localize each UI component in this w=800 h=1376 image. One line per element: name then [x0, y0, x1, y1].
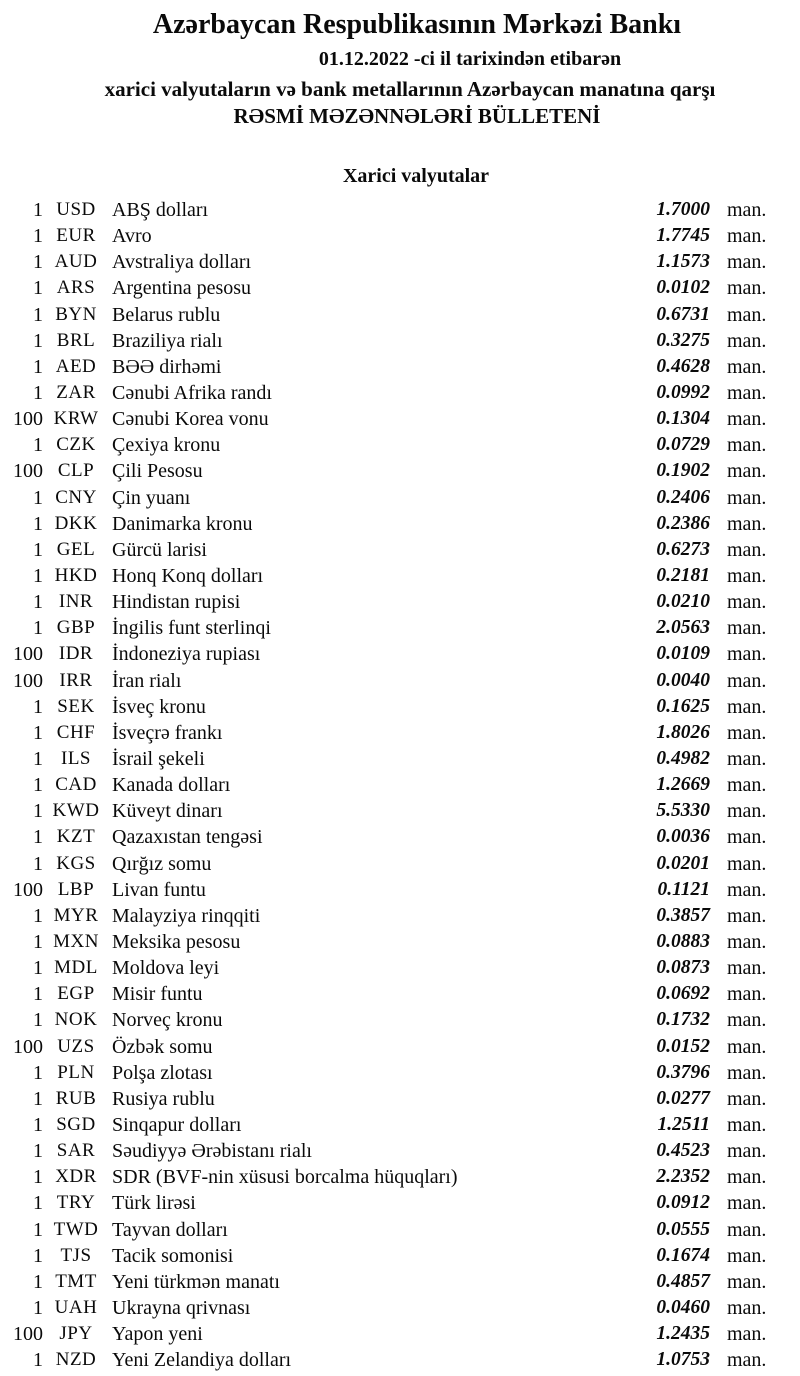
- currency-name-cell: Avstraliya dolları: [112, 251, 252, 274]
- unit-cell: man.: [727, 408, 767, 431]
- quantity-cell: 1: [33, 1061, 43, 1084]
- currency-row: [0, 197, 800, 223]
- currency-row: [0, 720, 800, 746]
- unit-cell: man.: [727, 1218, 767, 1241]
- unit-cell: man.: [727, 591, 767, 614]
- currency-name-cell: Polşa zlotası: [112, 1061, 213, 1084]
- currency-code-cell: CNY: [55, 486, 97, 508]
- currency-row: [0, 668, 800, 694]
- rate-cell: 0.0036: [656, 826, 710, 848]
- rate-cell: 0.0277: [656, 1087, 710, 1109]
- quantity-cell: 1: [33, 382, 43, 405]
- unit-cell: man.: [727, 695, 767, 718]
- unit-cell: man.: [727, 878, 767, 901]
- rate-cell: 0.3275: [656, 329, 710, 351]
- currency-code-cell: CAD: [55, 774, 97, 796]
- currency-code-cell: NOK: [54, 1009, 98, 1031]
- rate-cell: 0.0729: [656, 434, 710, 456]
- quantity-cell: 1: [33, 852, 43, 875]
- quantity-cell: 1: [33, 748, 43, 771]
- unit-cell: man.: [727, 1323, 767, 1346]
- quantity-cell: 1: [33, 1218, 43, 1241]
- quantity-cell: 1: [33, 1166, 43, 1189]
- currency-row: [0, 380, 800, 406]
- currency-row: [0, 432, 800, 458]
- currency-name-cell: Meksika pesosu: [112, 931, 241, 953]
- rate-cell: 0.1674: [656, 1244, 710, 1266]
- currency-row: [0, 354, 800, 380]
- currency-code-cell: SEK: [57, 695, 95, 717]
- quantity-cell: 1: [33, 591, 43, 614]
- currency-code-cell: RUB: [55, 1087, 97, 1109]
- rate-cell: 0.0555: [656, 1218, 710, 1240]
- currency-code-cell: DKK: [54, 512, 98, 534]
- currency-name-cell: Çin yuanı: [112, 486, 191, 509]
- unit-cell: man.: [727, 1009, 767, 1032]
- unit-cell: man.: [727, 1270, 767, 1293]
- currency-name-cell: Cənubi Korea vonu: [112, 408, 269, 431]
- rate-cell: 0.0992: [656, 382, 710, 404]
- currency-name-cell: Danimarka kronu: [112, 512, 253, 535]
- quantity-cell: 1: [33, 1140, 43, 1163]
- quantity-cell: 1: [33, 721, 43, 744]
- unit-cell: man.: [727, 225, 767, 248]
- currency-code-cell: SGD: [56, 1113, 96, 1135]
- currency-row: [0, 1007, 800, 1033]
- currency-code-cell: MDL: [54, 957, 98, 979]
- currency-code-cell: KWD: [52, 800, 100, 822]
- rate-cell: 0.2406: [656, 486, 710, 508]
- quantity-cell: 1: [33, 1296, 43, 1319]
- currency-code-cell: SAR: [56, 1140, 96, 1162]
- rate-cell: 1.7745: [656, 225, 710, 247]
- unit-cell: man.: [727, 669, 767, 692]
- rate-cell: 0.4857: [656, 1270, 710, 1292]
- currency-name-cell: Argentina pesosu: [112, 277, 252, 300]
- rate-cell: 0.0210: [656, 591, 710, 613]
- currency-code-cell: HKD: [54, 565, 98, 587]
- currency-code-cell: EUR: [56, 225, 96, 247]
- unit-cell: man.: [727, 1087, 767, 1110]
- quantity-cell: 1: [33, 774, 43, 797]
- rate-cell: 1.2669: [656, 774, 710, 796]
- currency-row: [0, 1243, 800, 1269]
- currency-code-cell: BYN: [55, 303, 97, 325]
- unit-cell: man.: [727, 852, 767, 875]
- rate-cell: 1.0753: [656, 1349, 710, 1371]
- currency-name-cell: Qazaxıstan tengəsi: [112, 826, 263, 849]
- quantity-cell: 100: [13, 460, 43, 483]
- unit-cell: man.: [727, 329, 767, 352]
- currency-row: [0, 1347, 800, 1373]
- quantity-cell: 1: [33, 512, 43, 535]
- quantity-cell: 1: [33, 826, 43, 849]
- currency-row: [0, 903, 800, 929]
- quantity-cell: 1: [33, 251, 43, 274]
- currency-row: [0, 563, 800, 589]
- currency-table: [0, 197, 800, 1373]
- currency-name-cell: Livan funtu: [112, 878, 206, 901]
- currency-row: [0, 249, 800, 275]
- currency-row: [0, 302, 800, 328]
- rate-cell: 0.2181: [656, 565, 710, 587]
- rate-cell: 0.1902: [656, 460, 710, 482]
- currency-name-cell: Tacik somonisi: [112, 1244, 234, 1267]
- currency-code-cell: IRR: [59, 669, 93, 691]
- rate-cell: 0.0201: [656, 852, 710, 874]
- quantity-cell: 1: [33, 1349, 43, 1372]
- unit-cell: man.: [727, 565, 767, 588]
- currency-row: [0, 694, 800, 720]
- rate-cell: 1.2511: [657, 1113, 710, 1135]
- unit-cell: man.: [727, 1113, 767, 1136]
- currency-row: [0, 1321, 800, 1347]
- currency-row: [0, 223, 800, 249]
- rate-cell: 0.1625: [656, 695, 710, 717]
- currency-code-cell: MYR: [53, 904, 99, 926]
- unit-cell: man.: [727, 957, 767, 980]
- currency-row: [0, 328, 800, 354]
- unit-cell: man.: [727, 538, 767, 561]
- unit-cell: man.: [727, 826, 767, 849]
- currency-code-cell: KZT: [56, 826, 96, 848]
- currency-row: [0, 955, 800, 981]
- unit-cell: man.: [727, 460, 767, 483]
- rate-cell: 0.0912: [656, 1192, 710, 1214]
- currency-row: [0, 1216, 800, 1242]
- rate-cell: 0.4628: [656, 355, 710, 377]
- quantity-cell: 1: [33, 957, 43, 980]
- quantity-cell: 1: [33, 800, 43, 823]
- rate-cell: 0.0692: [656, 983, 710, 1005]
- currency-name-cell: İsveçrə frankı: [112, 721, 223, 744]
- quantity-cell: 1: [33, 1192, 43, 1215]
- quantity-cell: 1: [33, 1244, 43, 1267]
- quantity-cell: 1: [33, 277, 43, 300]
- quantity-cell: 1: [33, 1087, 43, 1110]
- currency-name-cell: ABŞ dolları: [112, 199, 209, 222]
- currency-row: [0, 1295, 800, 1321]
- effective-date-line: 01.12.2022 -ci il tarixindən etibarən: [318, 48, 622, 70]
- rate-cell: 0.4982: [656, 748, 710, 770]
- currency-row: [0, 1060, 800, 1086]
- rate-cell: 1.8026: [656, 721, 710, 743]
- currency-code-cell: TRY: [56, 1192, 96, 1214]
- currency-name-cell: Ukrayna qrivnası: [112, 1296, 251, 1319]
- currency-name-cell: Belarus rublu: [112, 303, 221, 326]
- currency-name-cell: İsveç kronu: [112, 695, 206, 718]
- rate-cell: 0.0040: [656, 669, 710, 691]
- currency-code-cell: PLN: [57, 1061, 95, 1083]
- unit-cell: man.: [727, 643, 767, 666]
- currency-name-cell: Rusiya rublu: [112, 1087, 215, 1110]
- currency-name-cell: SDR (BVF-nin xüsusi borcalma hüquqları): [112, 1166, 458, 1189]
- currency-code-cell: KGS: [56, 852, 96, 874]
- currency-code-cell: JPY: [59, 1323, 93, 1345]
- rate-cell: 0.3796: [656, 1061, 710, 1083]
- rate-cell: 0.3857: [656, 904, 710, 926]
- currency-name-cell: Küveyt dinarı: [112, 800, 223, 823]
- scope-line: xarici valyutaların və bank metallarının Azərbaycan manatına qarşı: [104, 77, 716, 101]
- unit-cell: man.: [727, 382, 767, 405]
- rate-cell: 0.0109: [656, 643, 710, 665]
- unit-cell: man.: [727, 303, 767, 326]
- quantity-cell: 1: [33, 695, 43, 718]
- rate-cell: 1.1573: [656, 251, 710, 273]
- unit-cell: man.: [727, 931, 767, 953]
- unit-cell: man.: [727, 1296, 767, 1319]
- unit-cell: man.: [727, 1192, 767, 1215]
- currency-code-cell: AUD: [54, 251, 98, 273]
- currency-code-cell: BRL: [56, 329, 96, 351]
- currency-code-cell: AED: [55, 355, 97, 377]
- currency-row: [0, 1164, 800, 1190]
- rate-cell: 0.2386: [656, 512, 710, 534]
- currency-code-cell: CZK: [56, 434, 96, 456]
- rate-cell: 0.0102: [656, 277, 710, 299]
- unit-cell: man.: [727, 983, 767, 1006]
- currency-name-cell: Səudiyyə Ərəbistanı rialı: [112, 1140, 312, 1163]
- quantity-cell: 100: [13, 643, 43, 666]
- currency-code-cell: XDR: [55, 1166, 97, 1188]
- unit-cell: man.: [727, 1244, 767, 1267]
- unit-cell: man.: [727, 748, 767, 771]
- unit-cell: man.: [727, 434, 767, 457]
- currency-row: [0, 1269, 800, 1295]
- unit-cell: man.: [727, 251, 767, 274]
- currency-row: [0, 772, 800, 798]
- quantity-cell: 1: [33, 355, 43, 378]
- currency-row: [0, 511, 800, 537]
- quantity-cell: 100: [13, 1323, 43, 1346]
- currency-code-cell: ZAR: [56, 382, 96, 404]
- currency-code-cell: EGP: [57, 983, 95, 1005]
- unit-cell: man.: [727, 512, 767, 535]
- quantity-cell: 1: [33, 1113, 43, 1136]
- currency-name-cell: BƏƏ dirhəmi: [112, 355, 222, 378]
- quantity-cell: 1: [33, 225, 43, 248]
- currency-name-cell: Qırğız somu: [112, 852, 212, 875]
- currency-row: [0, 746, 800, 772]
- unit-cell: man.: [727, 486, 767, 509]
- currency-name-cell: Moldova leyi: [112, 957, 220, 980]
- unit-cell: man.: [727, 904, 767, 927]
- quantity-cell: 100: [13, 878, 43, 901]
- currency-row: [0, 485, 800, 511]
- unit-cell: man.: [727, 774, 767, 797]
- quantity-cell: 1: [33, 303, 43, 326]
- currency-name-cell: Kanada dolları: [112, 774, 231, 797]
- currency-code-cell: TWD: [53, 1218, 99, 1240]
- quantity-cell: 1: [33, 486, 43, 509]
- unit-cell: man.: [727, 199, 767, 222]
- currency-name-cell: Braziliya rialı: [112, 329, 223, 352]
- currency-row: [0, 537, 800, 563]
- rate-cell: 2.0563: [656, 617, 710, 639]
- unit-cell: man.: [727, 721, 767, 744]
- rate-cell: 0.0873: [656, 957, 710, 979]
- currency-name-cell: Yeni Zelandiya dolları: [112, 1349, 292, 1372]
- currency-name-cell: Özbək somu: [112, 1035, 213, 1058]
- quantity-cell: 100: [13, 669, 43, 692]
- currency-name-cell: Avro: [112, 225, 152, 248]
- currency-name-cell: Çexiya kronu: [112, 434, 221, 457]
- quantity-cell: 1: [33, 617, 43, 640]
- currency-code-cell: MXN: [53, 931, 99, 952]
- quantity-cell: 1: [33, 565, 43, 588]
- currency-name-cell: Cənubi Afrika randı: [112, 382, 272, 405]
- currency-name-cell: İran rialı: [112, 669, 182, 692]
- unit-cell: man.: [727, 1061, 767, 1084]
- currency-code-cell: LBP: [57, 878, 95, 900]
- unit-cell: man.: [727, 617, 767, 640]
- currency-row: [0, 458, 800, 484]
- section-title-foreign-currencies: Xarici valyutalar: [342, 165, 490, 187]
- currency-name-cell: Norveç kronu: [112, 1009, 223, 1032]
- currency-code-cell: NZD: [55, 1349, 97, 1371]
- currency-code-cell: KRW: [53, 408, 99, 430]
- currency-row: [0, 798, 800, 824]
- unit-cell: man.: [727, 1349, 767, 1372]
- rate-cell: 5.5330: [656, 800, 710, 822]
- unit-cell: man.: [727, 277, 767, 300]
- currency-row: [0, 589, 800, 615]
- currency-row: [0, 1190, 800, 1216]
- currency-row: [0, 824, 800, 850]
- quantity-cell: 1: [33, 329, 43, 352]
- rate-cell: 0.4523: [656, 1140, 710, 1162]
- unit-cell: man.: [727, 1140, 767, 1163]
- rate-cell: 0.0152: [656, 1035, 710, 1057]
- currency-code-cell: GBP: [56, 617, 96, 639]
- currency-row: [0, 851, 800, 877]
- currency-code-cell: UAH: [54, 1296, 98, 1318]
- unit-cell: man.: [727, 1035, 767, 1058]
- currency-code-cell: CLP: [57, 460, 95, 482]
- currency-row: [0, 641, 800, 667]
- currency-name-cell: Yeni türkmən manatı: [112, 1270, 280, 1293]
- currency-code-cell: IDR: [58, 643, 94, 665]
- currency-row: [0, 981, 800, 1007]
- rate-cell: 0.0460: [656, 1296, 710, 1318]
- rate-cell: 0.0883: [656, 931, 710, 952]
- unit-cell: man.: [727, 355, 767, 378]
- currency-name-cell: Sinqapur dolları: [112, 1113, 242, 1136]
- currency-row: [0, 406, 800, 432]
- rate-cell: 0.1304: [656, 408, 710, 430]
- currency-code-cell: TJS: [60, 1244, 92, 1266]
- quantity-cell: 1: [33, 1270, 43, 1293]
- quantity-cell: 1: [33, 931, 43, 953]
- quantity-cell: 1: [33, 538, 43, 561]
- currency-row: [0, 877, 800, 903]
- quantity-cell: 1: [33, 434, 43, 457]
- rate-cell: 2.2352: [656, 1166, 710, 1188]
- currency-name-cell: Çili Pesosu: [112, 460, 203, 483]
- currency-name-cell: İndoneziya rupiası: [112, 643, 261, 666]
- unit-cell: man.: [727, 800, 767, 823]
- currency-row: [0, 1138, 800, 1164]
- rate-cell: 1.2435: [656, 1323, 710, 1345]
- currency-row: [0, 275, 800, 301]
- rate-cell: 1.7000: [656, 199, 710, 221]
- currency-code-cell: ARS: [56, 277, 96, 299]
- bulletin-title-line: RƏSMİ MƏZƏNNƏLƏRİ BÜLLETENİ: [233, 104, 601, 128]
- quantity-cell: 100: [13, 408, 43, 431]
- quantity-cell: 1: [33, 199, 43, 222]
- rate-cell: 0.6273: [656, 538, 710, 560]
- currency-row: [0, 1086, 800, 1112]
- currency-code-cell: GEL: [56, 538, 96, 560]
- currency-name-cell: Tayvan dolları: [112, 1218, 228, 1241]
- currency-code-cell: INR: [58, 591, 94, 613]
- rate-cell: 0.6731: [656, 303, 710, 325]
- currency-name-cell: Honq Konq dolları: [112, 565, 264, 588]
- currency-name-cell: Malayziya rinqqiti: [112, 904, 261, 927]
- currency-row: [0, 1034, 800, 1060]
- rate-cell: 0.1732: [656, 1009, 710, 1031]
- currency-name-cell: Türk lirəsi: [112, 1192, 196, 1215]
- currency-name-cell: Hindistan rupisi: [112, 591, 241, 614]
- currency-code-cell: USD: [56, 199, 96, 221]
- currency-row: [0, 929, 800, 955]
- quantity-cell: 1: [33, 904, 43, 927]
- currency-name-cell: Misir funtu: [112, 983, 203, 1006]
- unit-cell: man.: [727, 1166, 767, 1189]
- bank-name-title: Azərbaycan Respublikasının Mərkəzi Bankı: [152, 9, 682, 40]
- currency-row: [0, 615, 800, 641]
- currency-name-cell: İngilis funt sterlinqi: [112, 617, 271, 640]
- quantity-cell: 1: [33, 1009, 43, 1032]
- currency-code-cell: CHF: [56, 721, 96, 743]
- currency-code-cell: TMT: [55, 1270, 97, 1292]
- quantity-cell: 1: [33, 983, 43, 1006]
- quantity-cell: 100: [13, 1035, 43, 1058]
- currency-code-cell: ILS: [61, 748, 91, 770]
- currency-name-cell: İsrail şekeli: [112, 748, 205, 771]
- currency-row: [0, 1112, 800, 1138]
- currency-code-cell: UZS: [57, 1035, 95, 1057]
- bulletin-header: [0, 0, 800, 128]
- currency-name-cell: Gürcü larisi: [112, 538, 207, 561]
- rate-cell: 0.1121: [657, 878, 710, 900]
- currency-name-cell: Yapon yeni: [112, 1323, 203, 1346]
